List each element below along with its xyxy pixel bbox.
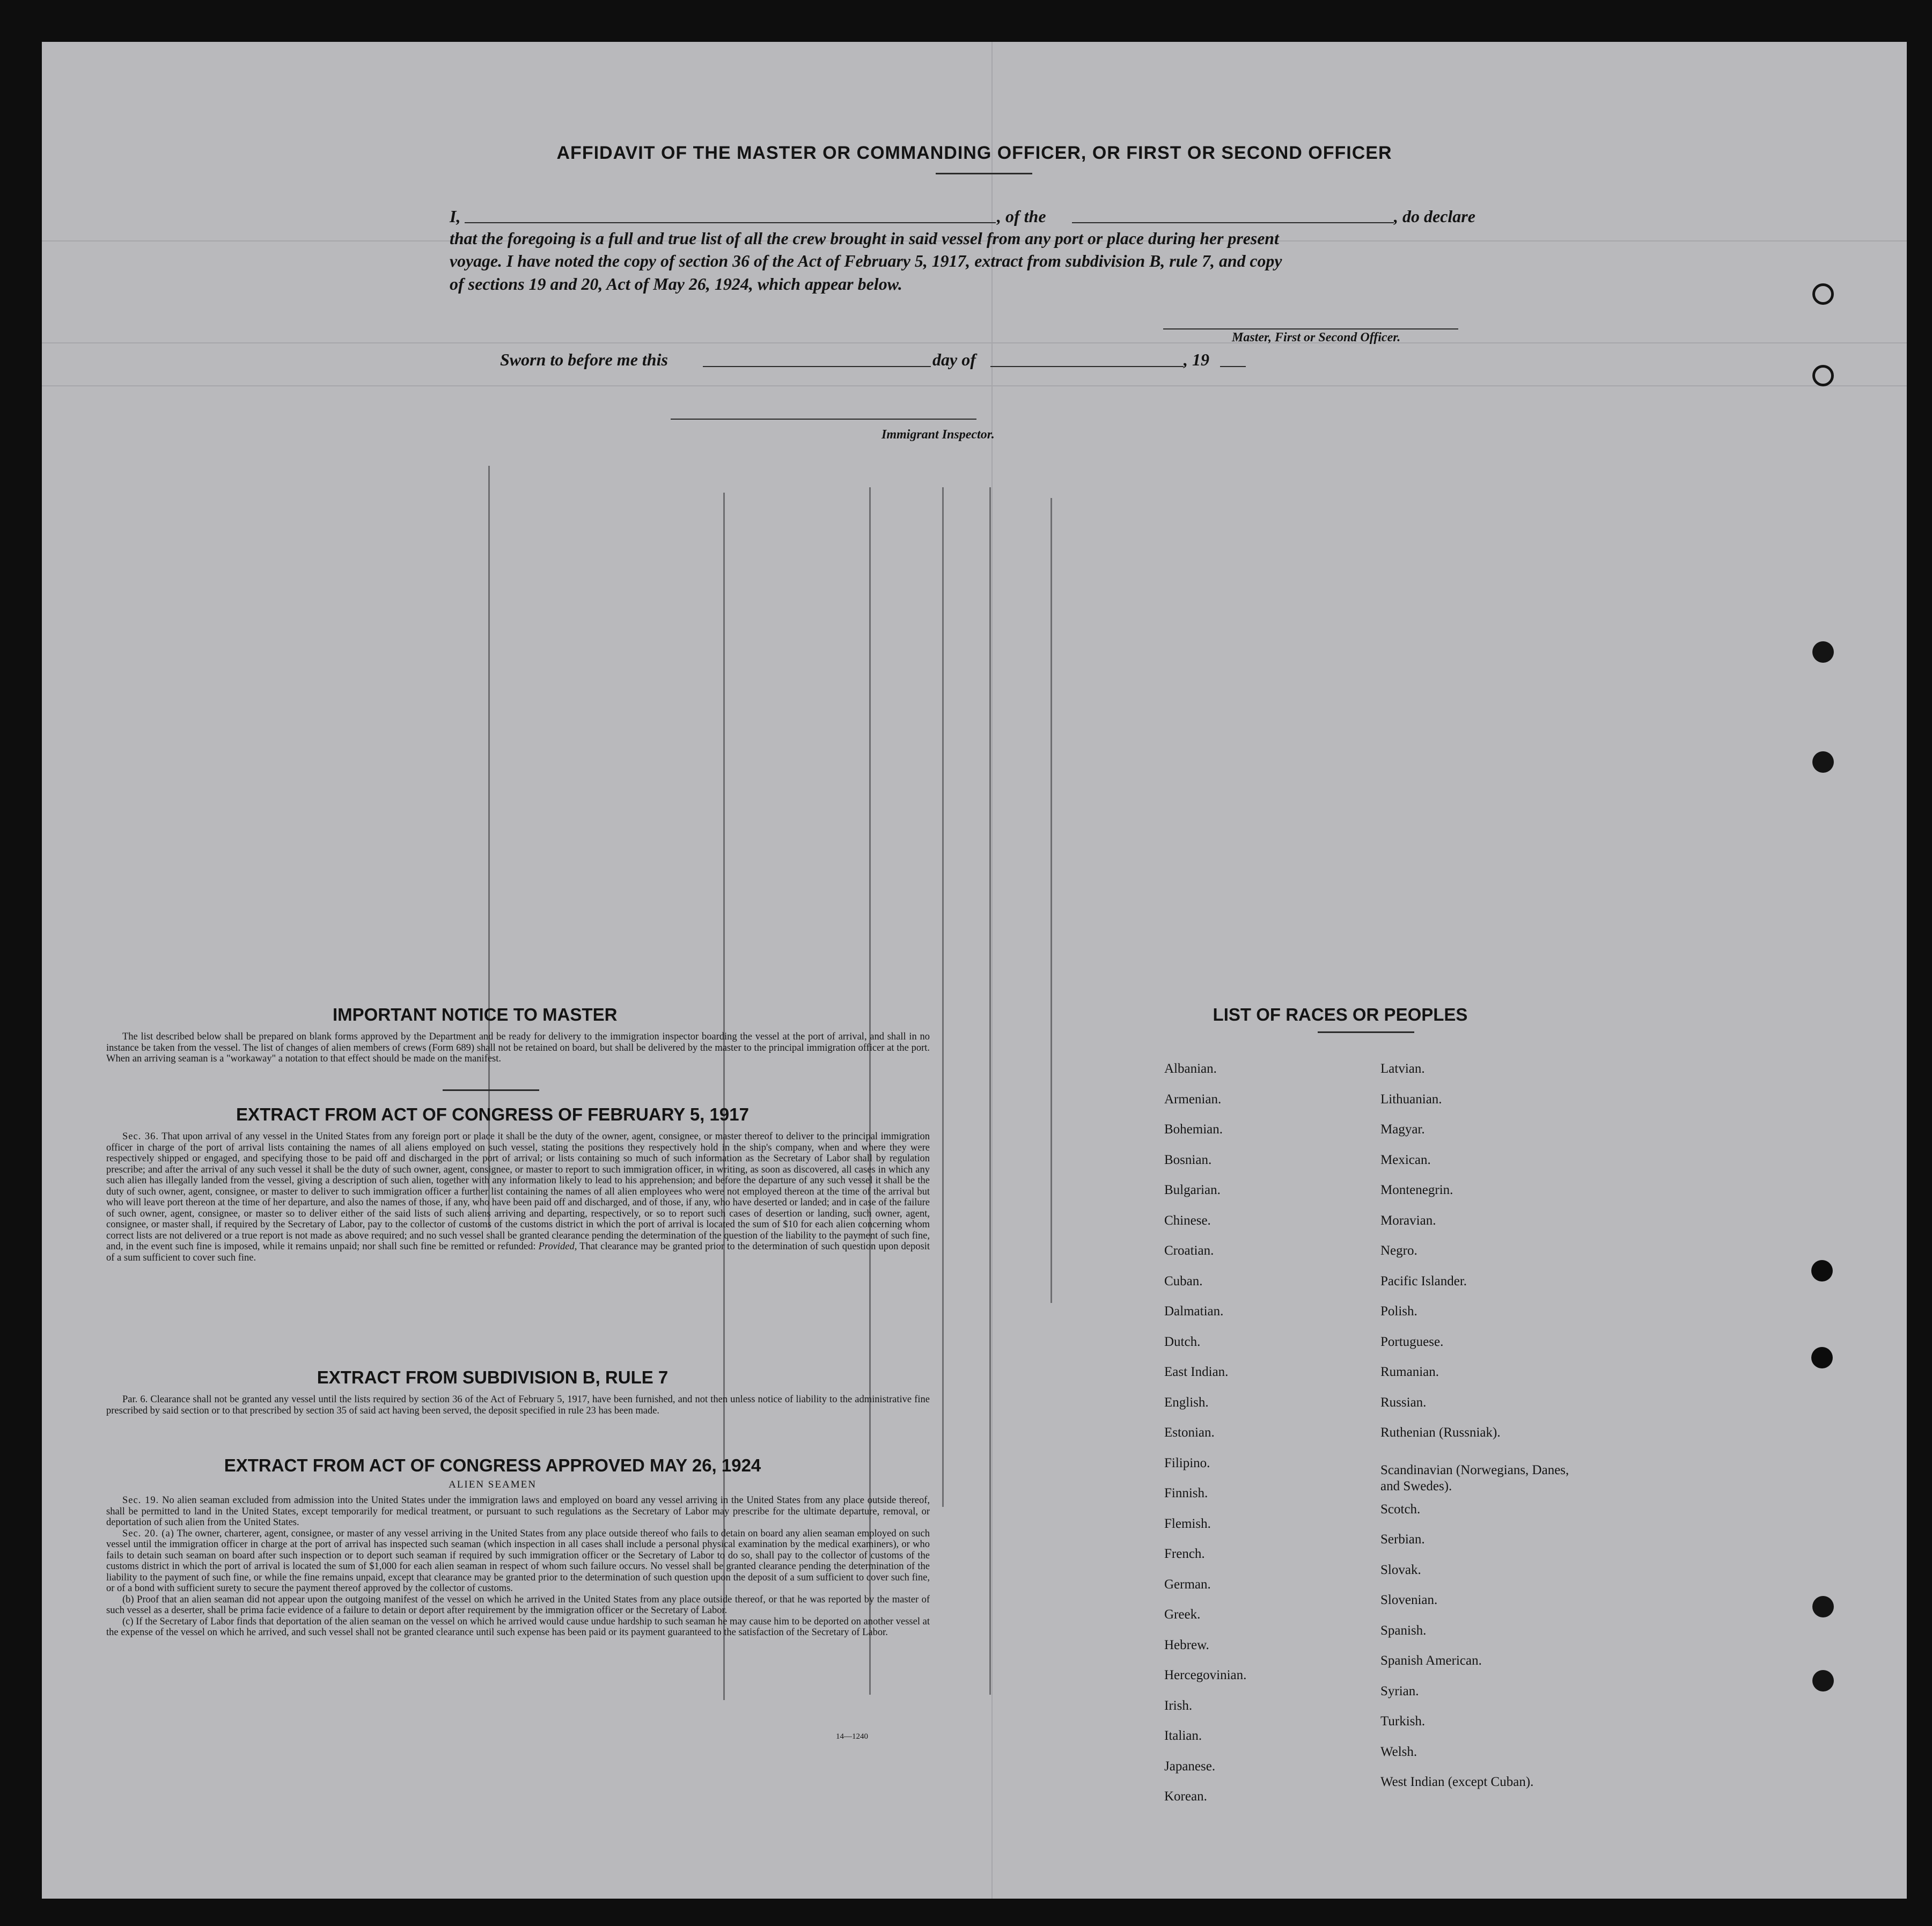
- race-item: Bohemian.: [1164, 1122, 1223, 1137]
- sworn-year-blank[interactable]: [1220, 366, 1246, 367]
- declarant-suffix: , do declare: [1394, 207, 1475, 226]
- bleed-through-column-line: [989, 487, 991, 1695]
- section-36-body: That upon arrival of any vessel in the United States from any foreign port or place it shall be the duty of the owner, agent, consignee, or master thereof to deliver to the principal immigration officer in charge of the port of arrival lists containing the names of all aliens employed on such vessel, stating the positions they respectively hold in the ship's company, when and where they were respectively shipped or engaged, and specifying those to be paid off and discharged in the port of arrival; or lists containing so much of such information as the Secretary of Labor shall by regulation prescribe; and after the arrival of any such vessel it shall be the duty of such owner, agent, consignee, or master to report to such immigration officer, in writing, as soon as discovered, all cases in which any such alien has illegally landed from the vessel, giving a description of such alien, together with any information likely to lead to his apprehension; and before the departure of any such vessel it shall be the duty of such owner, agent, consignee, or master to deliver to such immigration officer a further list containing the names of all alien employees who were not employed thereon at the time of the arrival but who will leave port thereon at the time of her departure, and also the names of those, if any, who have been paid off and discharged, and of those, if any, who have deserted or landed; and in case of the failure of such owner, agent, consignee, or master so to deliver either of the said lists of such aliens arriving and departing, respectively, or so to report such cases of desertion or landing, such owner, agent, consignee, or master shall, if required by the Secretary of Labor, pay to the collector of customs of the customs district in which the port of arrival is located the sum of $10 for each alien concerning whom correct lists are not delivered or a true report is not made as above required; and no such vessel shall be granted clearance pending the determination of the question of the liability to the payment of such fine, and, in the event such fine is imposed, while it remains unpaid; nor shall such fine be remitted or refunded:: [106, 1131, 930, 1252]
- race-item: Bulgarian.: [1164, 1183, 1221, 1197]
- race-item: Portuguese.: [1380, 1334, 1444, 1349]
- declarant-mid: , of the: [997, 207, 1046, 226]
- inspector-signature-blank[interactable]: [671, 419, 976, 420]
- binder-hole: [1812, 365, 1834, 386]
- race-item: Ruthenian (Russniak).: [1380, 1425, 1501, 1440]
- binder-hole: [1812, 641, 1834, 663]
- race-item: Polish.: [1380, 1304, 1417, 1319]
- vessel-name-blank[interactable]: [1072, 222, 1394, 223]
- race-item: Welsh.: [1380, 1744, 1417, 1759]
- master-signature-blank[interactable]: [1163, 328, 1458, 329]
- binder-hole: [1811, 1260, 1833, 1281]
- notice-text: [106, 1031, 930, 1065]
- race-item: Rumanian.: [1380, 1365, 1439, 1379]
- master-signature-label: Master, First or Second Officer.: [1232, 331, 1401, 345]
- race-item: Scandinavian (Norwegians, Danes, and Swedes).: [1380, 1462, 1569, 1493]
- binder-hole: [1812, 1596, 1834, 1617]
- race-item: Bosnian.: [1164, 1152, 1212, 1167]
- race-item: Scotch.: [1380, 1502, 1421, 1517]
- declarant-prefix: I,: [450, 207, 461, 226]
- bleed-through-rule: [991, 42, 993, 1899]
- race-item: Negro.: [1380, 1243, 1417, 1258]
- section-36-paragraph: [106, 1131, 930, 1263]
- race-item: Spanish American.: [1380, 1653, 1482, 1668]
- race-item: Flemish.: [1164, 1516, 1211, 1531]
- proviso-body: That clearance may be granted prior to the determination of such question upon deposit of a sum sufficient to cover such fine.: [106, 1241, 930, 1263]
- alien-seamen-subtitle: ALIEN SEAMEN: [449, 1479, 537, 1490]
- race-item: Slovenian.: [1380, 1593, 1438, 1607]
- race-item: Serbian.: [1380, 1532, 1425, 1547]
- race-item: Moravian.: [1380, 1213, 1436, 1228]
- affidavit-body-line: of sections 19 and 20, Act of May 26, 1924, which appear below.: [450, 274, 902, 294]
- affidavit-body-line: that the foregoing is a full and true list of all the crew brought in said vessel from any port or place during her present: [450, 229, 1279, 248]
- sworn-year: , 19: [1184, 350, 1209, 369]
- race-item: Magyar.: [1380, 1122, 1425, 1137]
- form-number: 14—1240: [836, 1732, 868, 1741]
- notice-title: IMPORTANT NOTICE TO MASTER: [333, 1005, 618, 1024]
- race-item: Filipino.: [1164, 1455, 1210, 1470]
- binder-hole: [1812, 283, 1834, 305]
- bleed-through-rule: [42, 342, 1907, 343]
- rule7-paragraph: Par. 6. Clearance shall not be granted any vessel until the lists required by section 36 of the Act of February 5, 1917, have been furnished, and not then unless notice of liability to the administrative fine prescribed by said section or to that prescribed by section 35 of said act having been served, the deposit specified in rule 23 has been made.: [106, 1394, 930, 1416]
- race-item: Russian.: [1380, 1395, 1427, 1410]
- declarant-name-blank[interactable]: [465, 222, 996, 223]
- race-item: Montenegrin.: [1380, 1183, 1453, 1197]
- title-divider: [936, 173, 1032, 174]
- race-item: Armenian.: [1164, 1092, 1222, 1107]
- race-item: Japanese.: [1164, 1759, 1216, 1774]
- race-item: Spanish.: [1380, 1623, 1427, 1638]
- race-item: Latvian.: [1380, 1061, 1425, 1076]
- race-item: Italian.: [1164, 1729, 1202, 1743]
- extract-1924-text: [106, 1495, 930, 1638]
- race-item: Hebrew.: [1164, 1637, 1209, 1652]
- race-item: Chinese.: [1164, 1213, 1211, 1228]
- section-19-label: Sec. 19.: [122, 1495, 159, 1506]
- section-36-label: Sec. 36.: [122, 1131, 159, 1142]
- extract-1924-title: EXTRACT FROM ACT OF CONGRESS APPROVED MAY 26, 1924: [224, 1455, 761, 1475]
- race-item: Slovak.: [1380, 1562, 1421, 1577]
- section-20c-paragraph: (c) If the Secretary of Labor finds that deportation of the alien seaman on the vessel on which he arrived would cause undue hardship to such seaman he may cause him to be deported on another vessel at the expense of the vessel on which he arrived, and such vessel shall not be granted clearance until such expense has been paid or its payment guaranteed to the satisfaction of the Secretary of Labor.: [106, 1616, 930, 1638]
- race-item: Pacific Islander.: [1380, 1273, 1467, 1288]
- race-item: Syrian.: [1380, 1683, 1419, 1698]
- sworn-day: day of: [932, 350, 976, 369]
- race-item: Dalmatian.: [1164, 1304, 1224, 1319]
- race-item: Hercegovinian.: [1164, 1668, 1247, 1682]
- race-item: Greek.: [1164, 1607, 1201, 1622]
- section-20a-paragraph: [106, 1528, 930, 1594]
- sworn-month-blank[interactable]: [990, 366, 1184, 367]
- bleed-through-column-line: [1051, 498, 1052, 1303]
- binder-hole: [1811, 1347, 1833, 1368]
- races-title: LIST OF RACES OR PEOPLES: [1213, 1005, 1468, 1024]
- section-19-body: No alien seaman excluded from admission into the United States under the immigration laws and employed on board any vessel arriving in the United States from any place outside thereof, shall be permitted to land in the United States, except temporarily for medical treatment, or pursuant to such regulations as the Secretary of Labor may prescribe for the ultimate departure, removal, or deportation of such alien from the United States.: [106, 1495, 930, 1528]
- race-item: East Indian.: [1164, 1365, 1229, 1379]
- sworn-prefix: Sworn to before me this: [500, 350, 668, 369]
- race-item: English.: [1164, 1395, 1209, 1410]
- race-item: Finnish.: [1164, 1486, 1208, 1500]
- extract-rule7-title: EXTRACT FROM SUBDIVISION B, RULE 7: [317, 1367, 669, 1387]
- race-item: German.: [1164, 1577, 1211, 1592]
- bleed-through-rule: [42, 385, 1907, 386]
- bleed-through-column-line: [942, 487, 944, 1507]
- race-item: Turkish.: [1380, 1714, 1426, 1729]
- affidavit-title: AFFIDAVIT OF THE MASTER OR COMMANDING OFFICER, OR FIRST OR SECOND OFFICER: [556, 143, 1392, 163]
- inspector-label: Immigrant Inspector.: [881, 428, 995, 442]
- sworn-date-blank[interactable]: [703, 366, 931, 367]
- race-item: Cuban.: [1164, 1273, 1203, 1288]
- proviso-label: Provided,: [538, 1241, 577, 1252]
- section-20-label: Sec. 20. (a): [122, 1528, 174, 1539]
- section-20a-body: The owner, charterer, agent, consignee, or master of any vessel arriving in the United States from any place outside thereof who fails to detain on board any alien seaman employed on such vessel until the immigration officer in charge at the port of arrival has inspected such seaman (which inspection in all cases shall include a personal physical examination by the medical examiners), or who fails to detain such seaman on board after such inspection or to deport such seaman if required by such immigration officer or the Secretary of Labor to do so, shall pay to the collector of customs of the customs district in which the port of arrival is located the sum of $1,000 for each alien seaman in respect of whom such failure occurs. No vessel shall be granted clearance pending the determination of the liability to the payment of such fine, or while the fine remains unpaid, except that clearance may be granted prior to the determination of such question upon the deposit of a sum sufficient to cover such fine, or of a bond with sufficient surety to secure the payment thereof approved by the collector of customs.: [106, 1528, 930, 1594]
- races-title-divider: [1318, 1031, 1414, 1033]
- binder-hole: [1812, 1670, 1834, 1691]
- section-20b-paragraph: (b) Proof that an alien seaman did not appear upon the outgoing manifest of the vessel on which he arrived in the United States from any place outside thereof, or that he was reported by the master of such vessel as a deserter, shall be prima facie evidence of a failure to detain or deport after requirement by the immigration officer or the Secretary of Labor.: [106, 1594, 930, 1616]
- race-item: Lithuanian.: [1380, 1092, 1442, 1107]
- affidavit-body-line: voyage. I have noted the copy of section 36 of the Act of February 5, 1917, extract from subdivision B, rule 7, and copy: [450, 252, 1282, 270]
- notice-paragraph: The list described below shall be prepared on blank forms approved by the Department and be ready for delivery to the immigration inspector boarding the vessel at the port of arrival, and shall in no instance be taken from the vessel. The list of changes of alien members of crews (Form 689) shall not be retained on board, but shall be delivered by the master to the principal immigration officer at the port. When an arriving seaman is a "workaway" a notation to that effect should be made on the manifest.: [106, 1031, 930, 1064]
- extract-1917-text: [106, 1131, 930, 1263]
- race-item: West Indian (except Cuban).: [1380, 1775, 1534, 1789]
- race-item: Albanian.: [1164, 1061, 1217, 1076]
- binder-hole: [1812, 751, 1834, 773]
- race-item: Korean.: [1164, 1789, 1207, 1804]
- extract-rule7-text: [106, 1394, 930, 1416]
- race-item: Irish.: [1164, 1698, 1193, 1713]
- race-item: French.: [1164, 1547, 1205, 1561]
- race-item: Dutch.: [1164, 1334, 1201, 1349]
- race-item: Croatian.: [1164, 1243, 1214, 1258]
- section-19-paragraph: [106, 1495, 930, 1528]
- race-item: Mexican.: [1380, 1152, 1431, 1167]
- extract-1917-title: EXTRACT FROM ACT OF CONGRESS OF FEBRUARY 5, 1917: [236, 1104, 749, 1124]
- race-item: Estonian.: [1164, 1425, 1215, 1440]
- section-divider: [443, 1089, 539, 1091]
- document-page: [42, 42, 1907, 1899]
